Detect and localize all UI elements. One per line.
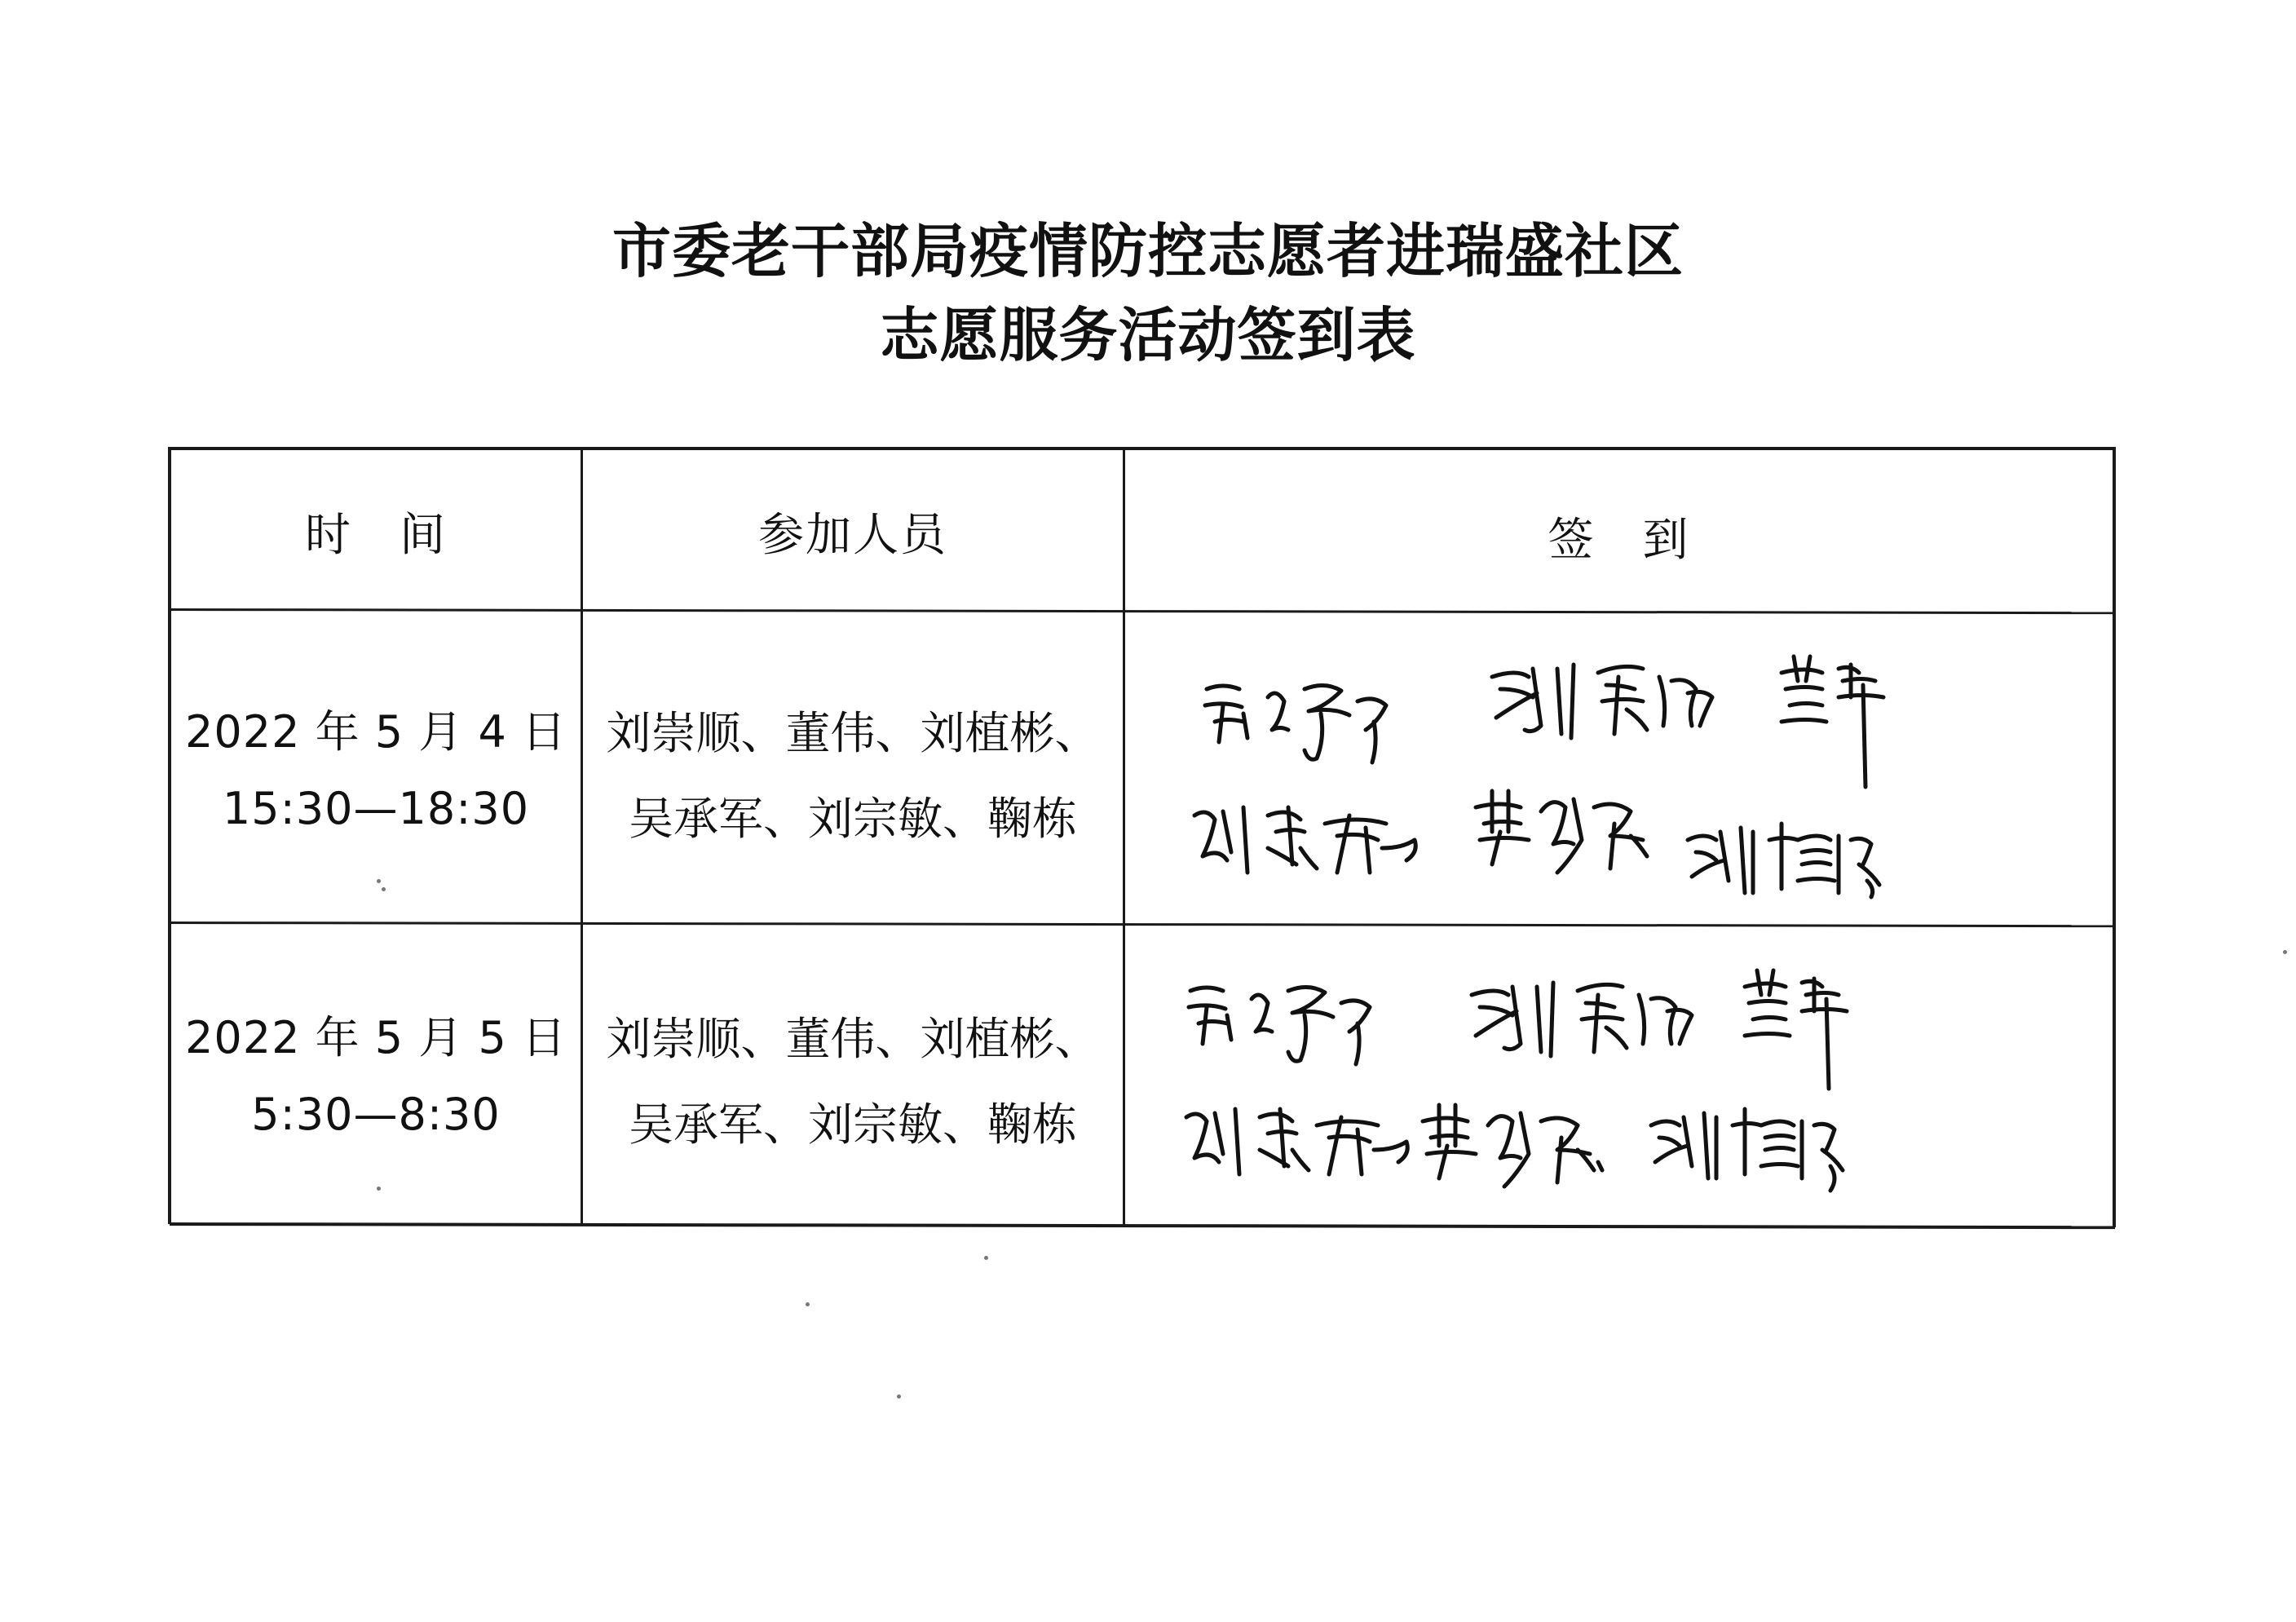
table-border-top — [168, 447, 2115, 450]
signature-wu-chengjun-row2 — [1182, 970, 1402, 1093]
signature-ju-dong-row1 — [1468, 775, 1655, 889]
row1-date: 2022 年 5 月 4 日 — [185, 706, 567, 758]
signature-liu-zhibin-row2 — [1643, 1093, 1855, 1199]
row1-participants-line2: 吴承军、刘宗敏、鞠栋 — [628, 793, 1077, 845]
signature-dong-wei-row1 — [1773, 644, 1904, 791]
scan-speck — [382, 887, 386, 891]
signature-liu-chongshun-row2 — [1464, 962, 1708, 1060]
signature-wu-chengjun-row1 — [1199, 665, 1419, 795]
signature-liu-zongmin-row2 — [1178, 1093, 1423, 1191]
scan-speck — [897, 1394, 901, 1399]
scan-speck — [377, 1187, 381, 1191]
header-participants: 参加人员 — [758, 509, 947, 562]
signature-liu-zhibin-row1 — [1680, 807, 1892, 905]
signature-liu-chongshun-row1 — [1484, 644, 1729, 750]
row2-date: 2022 年 5 月 5 日 — [185, 1012, 567, 1063]
header-time: 时 间 — [305, 509, 447, 562]
row1-participants-line1: 刘崇顺、董伟、刘植彬、 — [606, 707, 1100, 759]
row2-time: 5:30—8:30 — [251, 1089, 501, 1140]
table-border-bottom — [170, 1222, 2115, 1229]
scan-speck — [984, 1256, 988, 1260]
scan-speck — [377, 879, 381, 883]
table-border-right — [2113, 447, 2116, 1227]
table-divider-row1 — [168, 921, 2115, 927]
row1-time: 15:30—18:30 — [222, 783, 530, 834]
document-title-line2: 志愿服务活动签到表 — [880, 301, 1416, 369]
document-title-line1: 市委老干部局疫情防控志愿者进瑞盛社区 — [612, 217, 1684, 285]
signature-dong-wei-row2 — [1737, 958, 1867, 1097]
header-signin: 签 到 — [1548, 514, 1690, 567]
scan-speck — [806, 1302, 810, 1306]
signature-liu-zongmin-row1 — [1186, 791, 1431, 889]
table-divider-header — [168, 608, 2115, 614]
signature-ju-dong-row2 — [1415, 1089, 1610, 1195]
row2-participants-line2: 吴承军、刘宗敏、鞠栋 — [628, 1098, 1077, 1151]
scan-speck — [2283, 950, 2287, 954]
row2-participants-line1: 刘崇顺、董伟、刘植彬、 — [606, 1013, 1100, 1065]
